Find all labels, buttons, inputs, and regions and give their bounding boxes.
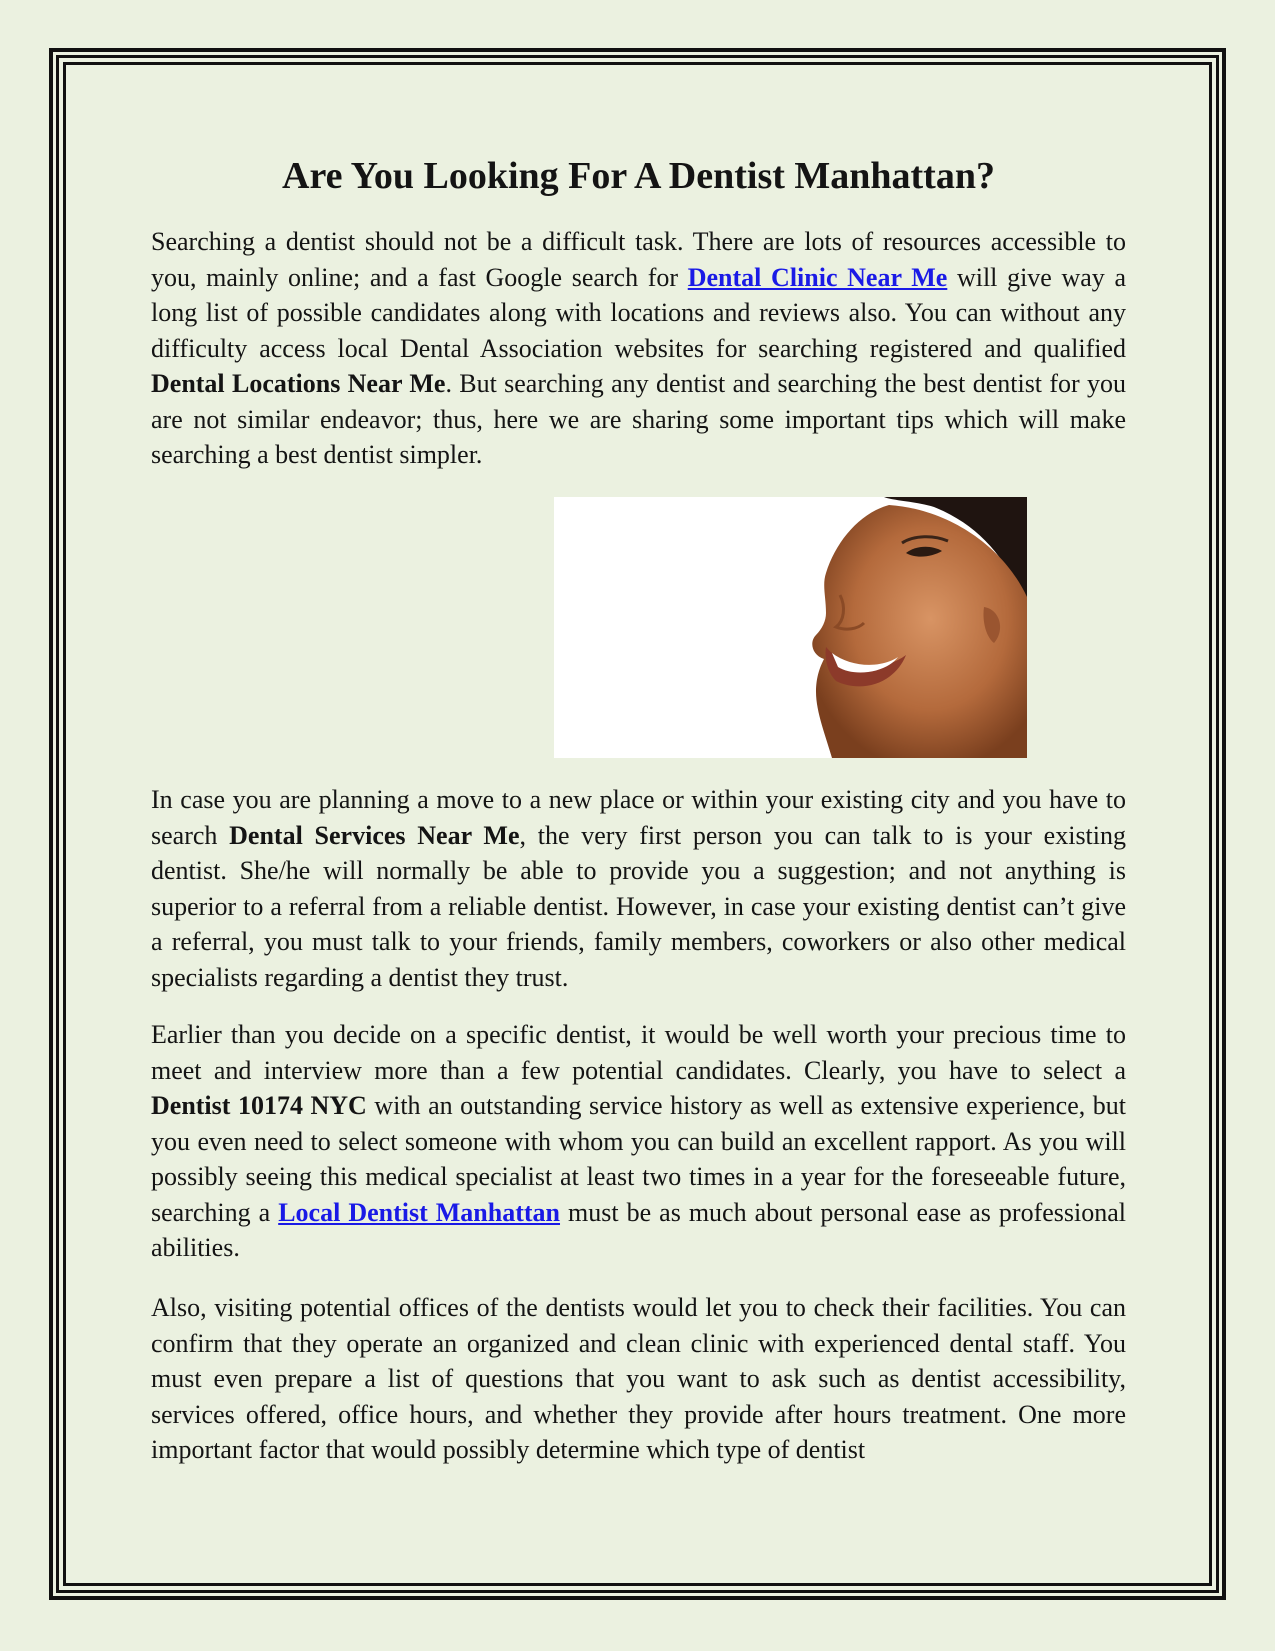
paragraph-text: . But searching any dentist and searching the best dentist for you are not similar endeavor; thus, here we are sharing some important tips which will make searching a best dentist simpler. [151,369,1126,469]
page-title: Are You Looking For A Dentist Manhattan? [282,155,995,197]
paragraph-referral [151,782,1126,995]
paragraph-text: Earlier than you decide on a specific dentist, it would be well worth your precious time to meet and interview more than a few potential candidates. Clearly, you have to select a [151,1020,1126,1085]
smiling-woman-image [554,497,1027,758]
paragraph-text: must be as much about personal ease as professional abilities. [151,1197,1126,1262]
local-dentist-manhattan-link[interactable]: Local Dentist Manhattan [278,1197,561,1227]
paragraph-intro [151,224,1126,473]
paragraph-text: Searching a dentist should not be a difficult task. There are lots of resources accessible to you, mainly online; and a fast Google search for [151,227,1126,292]
bold-keyword: Dental Services Near Me [229,820,520,850]
paragraph-text: Also, visiting potential offices of the dentists would let you to check their facilities. You can confirm that they operate an organized and clean clinic with experienced dental staff. You must even prepare a list of questions that you want to ask such as dentist accessibility, services offered, office hours, and whether they provide after hours treatment. One more important factor that would possibly determine which type of dentist [151,1293,1126,1464]
paragraph-text: will give way a long list of possible candidates along with locations and reviews also. You can without any difficulty access local Dental Association websites for searching registered and qualified [151,262,1127,363]
paragraph-text: with an outstanding service history as well as extensive experience, but you even need to select someone with whom you can build an excellent rapport. As you will possibly seeing this medical specialist at least two times in a year for the foreseeable future, searching a [151,1091,1127,1227]
paragraph-visit-offices [151,1290,1126,1468]
dental-clinic-near-me-link[interactable]: Dental Clinic Near Me [687,262,948,292]
smiling-woman-illustration [554,497,1027,758]
paragraph-text: In case you are planning a move to a new place or within your existing city and you have to search [151,785,1126,850]
bold-keyword: Dentist 10174 NYC [151,1091,367,1120]
paragraph-interview [151,1017,1126,1266]
paragraph-text: , the very first person you can talk to is your existing dentist. She/he will normally be able to provide you a suggestion; and not anything is superior to a referral from a reliable dentist. However, in case your existing dentist can’t give a referral, you must talk to your friends, family members, coworkers or also other medical specialists regarding a dentist they trust. [151,820,1127,992]
bold-keyword: Dental Locations Near Me [151,369,446,398]
